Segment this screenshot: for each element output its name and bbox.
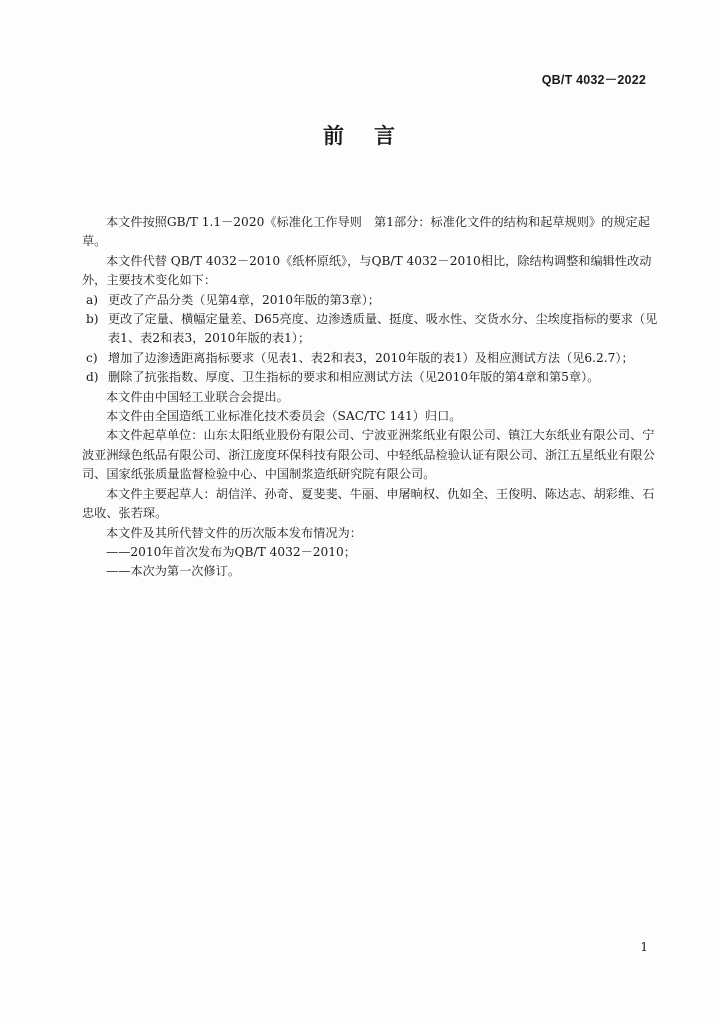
change-item-d <box>82 368 662 387</box>
list-marker: a) <box>86 292 99 307</box>
change-item-b <box>82 310 662 349</box>
paragraph-drafting-basis: 本文件按照GB/T 1.1－2020《标准化工作导则 第1部分：标准化文件的结构和起草规则》的规定起草。 <box>82 215 650 249</box>
history-item: ——2010年首次发布为QB/T 4032－2010； <box>106 544 356 559</box>
page-title: 前言 <box>323 123 425 148</box>
paragraph-drafters: 本文件主要起草人：胡信洋、孙奇、夏斐斐、牛丽、申屠晌权、仇如全、王俊明、陈达志、胡彩维、石忠收、张若琛。 <box>82 486 655 521</box>
page-number: 1 <box>640 940 648 954</box>
paragraph-replacement: 本文件代替 QB/T 4032－2010《纸杯原纸》，与QB/T 4032－2010相比，除结构调整和编辑性改动外，主要技术变化如下： <box>82 253 652 288</box>
list-marker: d) <box>86 370 99 385</box>
document-body <box>82 213 662 582</box>
list-text: 增加了边渗透距离指标要求（见表1、表2和表3，2010年版的表1）及相应测试方法（见6.2.7）； <box>108 350 634 365</box>
paragraph-drafting-units: 本文件起草单位：山东太阳纸业股份有限公司、宁波亚洲浆纸业有限公司、镇江大东纸业有限公司、宁波亚洲绿色纸品有限公司、浙江庞度环保科技有限公司、中轻纸品检验认证有限公司、浙江五星纸业有限公司、国家纸张质量监督检验中心、中国制浆造纸研究院有限公司。 <box>82 428 655 482</box>
paragraph-proposer: 本文件由中国轻工业联合会提出。 <box>106 389 289 404</box>
document-code: QB/T 4032－2022 <box>541 73 646 87</box>
list-text: 更改了产品分类（见第4章，2010年版的第3章）； <box>108 292 380 307</box>
change-item-a <box>82 291 662 310</box>
list-marker: b) <box>86 312 99 327</box>
change-item-c <box>82 349 662 368</box>
paragraph-centralized: 本文件由全国造纸工业标准化技术委员会（SAC/TC 141）归口。 <box>106 409 462 424</box>
list-text: 删除了抗张指数、厚度、卫生指标的要求和相应测试方法（见2010年版的第4章和第5章）。 <box>108 370 600 385</box>
list-text: 更改了定量、横幅定量差、D65亮度、边渗透质量、挺度、吸水性、交货水分、尘埃度指标的要求（见表1、表2和表3，2010年版的表1）； <box>108 312 658 346</box>
paragraph-history-intro: 本文件及其所代替文件的历次版本发布情况为： <box>106 525 362 540</box>
list-marker: c) <box>86 350 98 365</box>
history-item: ——本次为第一次修订。 <box>106 564 241 579</box>
